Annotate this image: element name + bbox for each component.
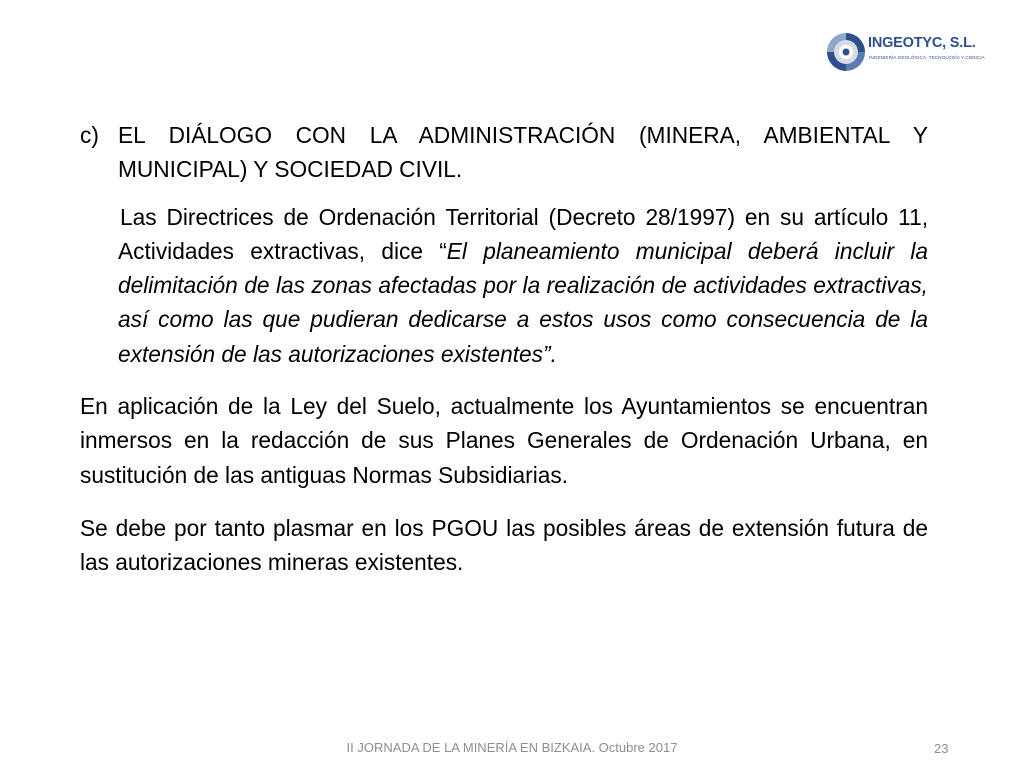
slide-body: [80, 118, 928, 580]
body-paragraph-2: Se debe por tanto plasmar en los PGOU las posibles áreas de extensión futura de las autorizaciones mineras existentes.: [80, 514, 928, 576]
logo-name: INGEOTYC, S.L.: [868, 35, 976, 51]
quote-paragraph: [80, 200, 928, 371]
quote-intro: Las Directrices de Ordenación Territorial (Decreto 28/1997) en su artículo 11, Actividades extractivas, dice “: [118, 203, 928, 264]
logo-subtitle: INGENIERÍA GEOLÓGICA, TECNOLOGÍA Y CIENCIA: [869, 55, 985, 60]
page-number: 23: [934, 741, 949, 756]
section-heading: [80, 118, 928, 187]
footer: [0, 740, 1024, 755]
body-paragraph-1: En aplicación de la Ley del Suelo, actualmente los Ayuntamientos se encuentran inmersos en la redacción de sus Planes Generales de Ordenación Urbana, en sustitución de las antiguas Normas Subsidiarias.: [80, 393, 928, 488]
quote-text: El planeamiento municipal deberá incluir la delimitación de las zonas afectadas por la realización de actividades extractivas, así como las que pudieran dedicarse a estos usos como consecuencia de la extensión de las autorizaciones existentes”.: [118, 237, 928, 367]
ingeotyc-swirl-icon: [824, 30, 868, 74]
heading-label: c): [80, 122, 99, 148]
company-logo: [824, 30, 985, 74]
heading-text: EL DIÁLOGO CON LA ADMINISTRACIÓN (MINERA, AMBIENTAL Y MUNICIPAL) Y SOCIEDAD CIVIL.: [118, 122, 928, 183]
footer-event: II JORNADA DE LA MINERÍA EN BIZKAIA. Octubre 2017: [346, 740, 678, 755]
